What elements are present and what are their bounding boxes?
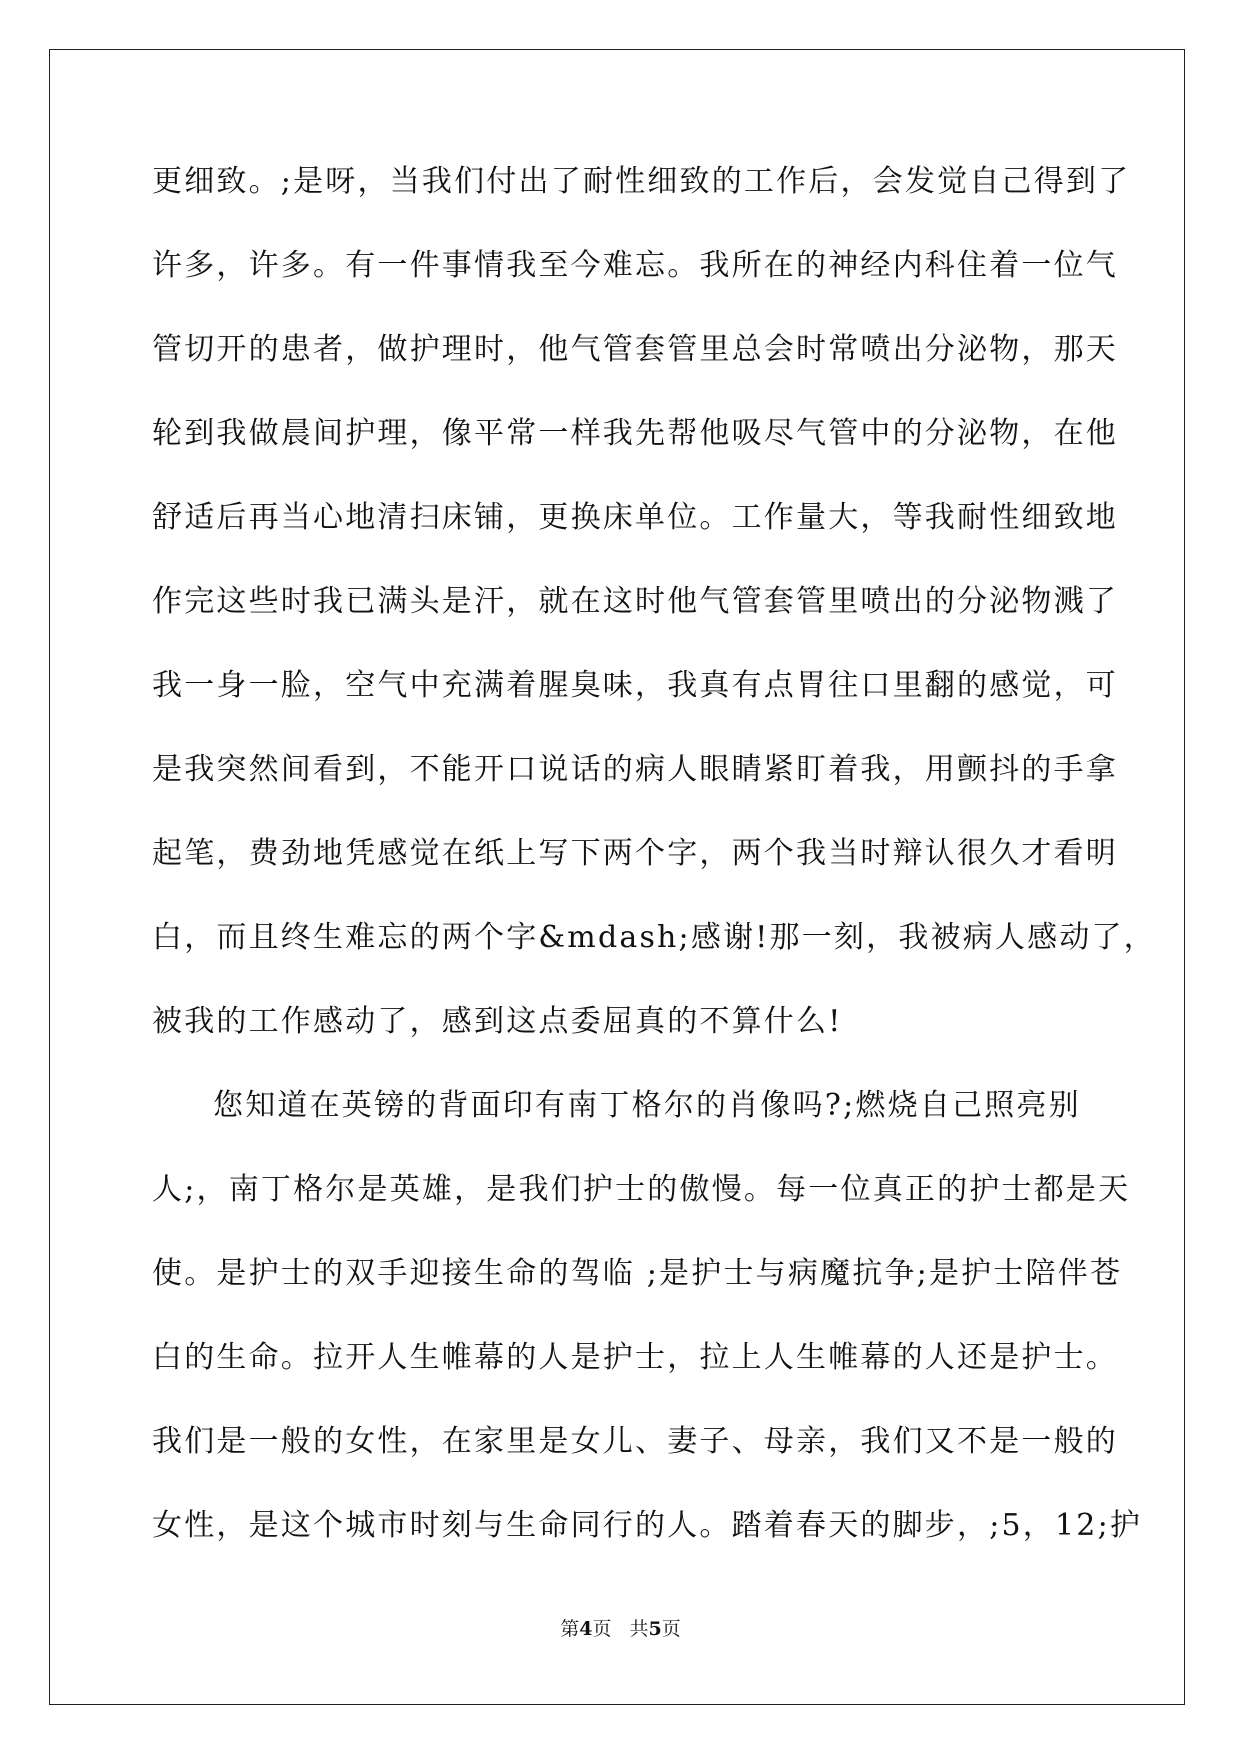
total-prefix: 共 bbox=[629, 1618, 649, 1640]
text-line: 使。是护士的双手迎接生命的驾临 ;是护士与病魔抗争;是护士陪伴苍 bbox=[152, 1256, 1123, 1291]
page-number: 4 bbox=[579, 1618, 593, 1640]
total-suffix: 页 bbox=[661, 1618, 681, 1640]
text-line: 许多，许多。有一件事情我至今难忘。我所在的神经内科住着一位气 bbox=[152, 248, 1118, 283]
text-line: 是我突然间看到，不能开口说话的病人眼睛紧盯着我，用颤抖的手拿 bbox=[152, 752, 1118, 787]
paragraph-start-line: 您知道在英镑的背面印有南丁格尔的肖像吗?;燃烧自己照亮别 bbox=[213, 1088, 1081, 1123]
page-suffix: 页 bbox=[592, 1618, 612, 1640]
text-line: 管切开的患者，做护理时，他气管套管里总会时常喷出分泌物，那天 bbox=[152, 332, 1118, 367]
text-line: 白，而且终生难忘的两个字&mdash;感谢!那一刻，我被病人感动了， bbox=[152, 920, 1156, 955]
page-footer bbox=[0, 1614, 1241, 1641]
text-line: 轮到我做晨间护理，像平常一样我先帮他吸尽气管中的分泌物，在他 bbox=[152, 416, 1118, 451]
document-body bbox=[152, 152, 1156, 1580]
text-line: 白的生命。拉开人生帷幕的人是护士，拉上人生帷幕的人还是护士。 bbox=[152, 1340, 1118, 1375]
text-line: 作完这些时我已满头是汗，就在这时他气管套管里喷出的分泌物溅了 bbox=[152, 584, 1118, 619]
text-line: 舒适后再当心地清扫床铺，更换床单位。工作量大，等我耐性细致地 bbox=[152, 500, 1118, 535]
text-line: 更细致。;是呀，当我们付出了耐性细致的工作后，会发觉自己得到了 bbox=[152, 164, 1131, 199]
text-line: 人;，南丁格尔是英雄，是我们护士的傲慢。每一位真正的护士都是天 bbox=[152, 1172, 1131, 1207]
text-line: 起笔，费劲地凭感觉在纸上写下两个字，两个我当时辩认很久才看明 bbox=[152, 836, 1118, 871]
page-total: 5 bbox=[648, 1618, 662, 1640]
page-prefix: 第 bbox=[560, 1618, 580, 1640]
text-line: 我们是一般的女性，在家里是女儿、妻子、母亲，我们又不是一般的 bbox=[152, 1424, 1118, 1459]
text-line: 女性，是这个城市时刻与生命同行的人。踏着春天的脚步，;5，12;护 bbox=[152, 1508, 1143, 1543]
text-line: 我一身一脸，空气中充满着腥臭味，我真有点胃往口里翻的感觉，可 bbox=[152, 668, 1118, 703]
text-line: 被我的工作感动了，感到这点委屈真的不算什么! bbox=[152, 1004, 843, 1039]
